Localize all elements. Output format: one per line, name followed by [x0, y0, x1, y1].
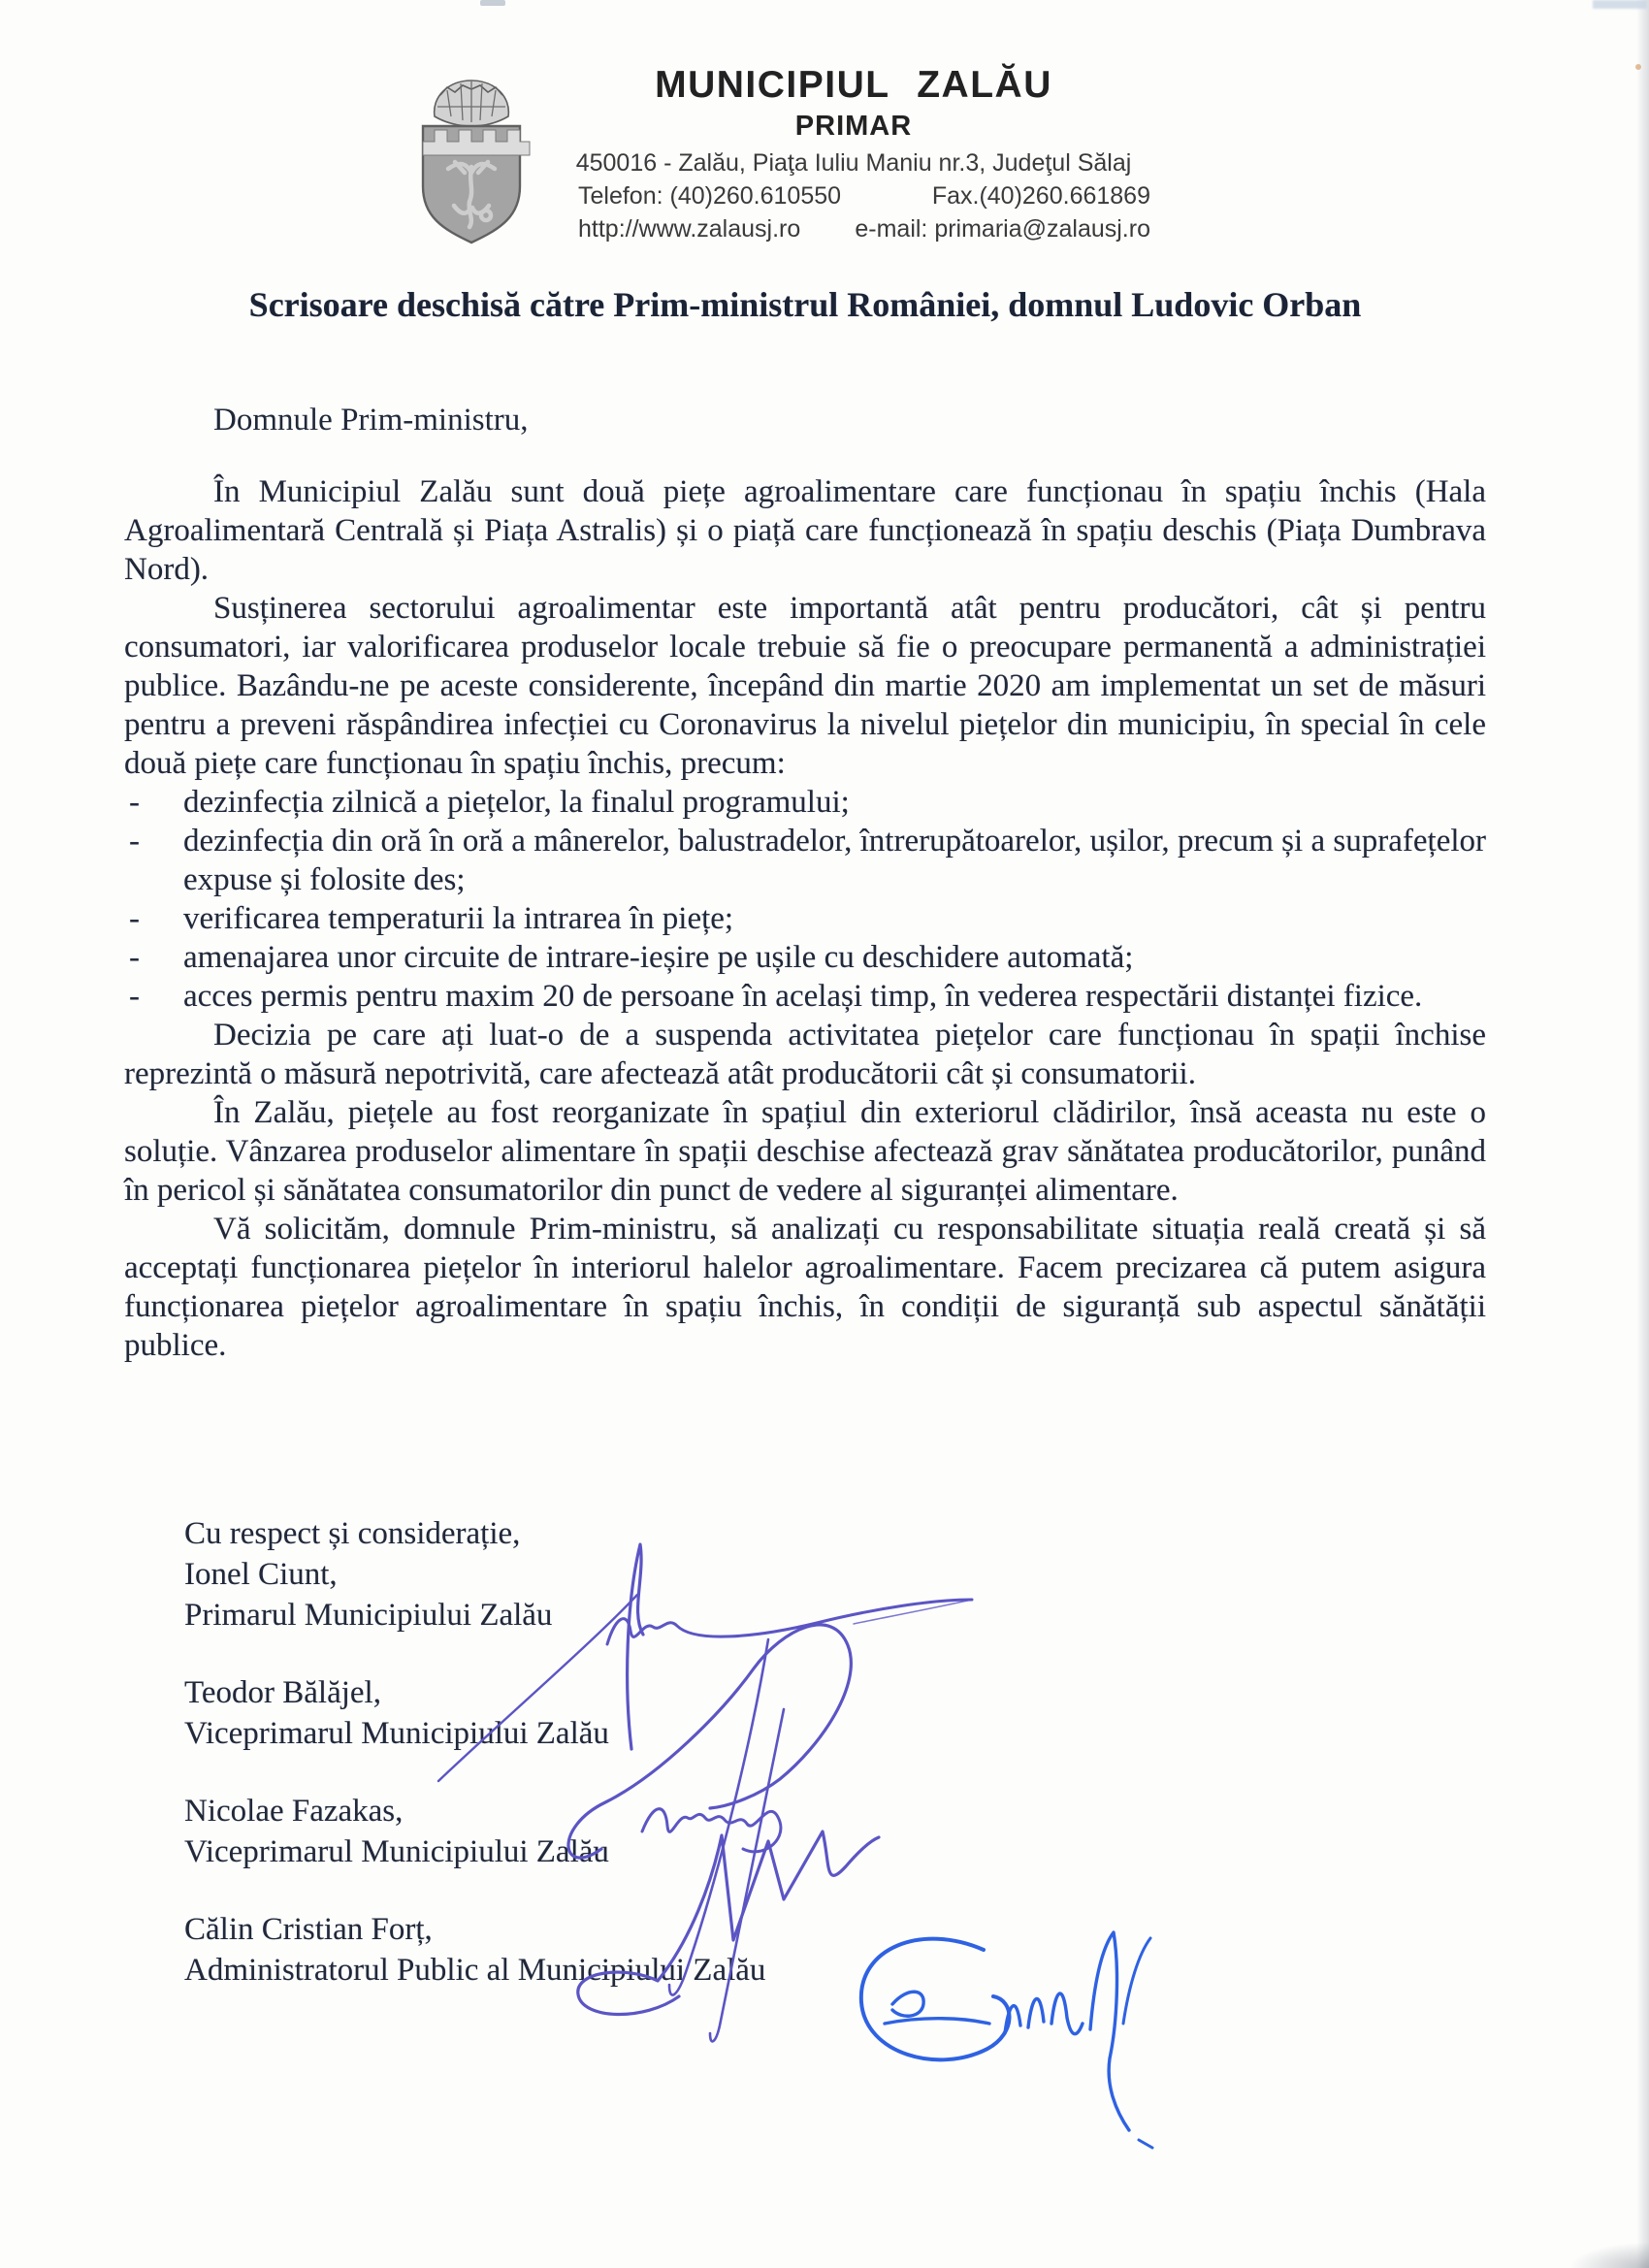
measure-item: - amenajarea unor circuite de intrare-ieșire pe ușile cu deschidere automată; [124, 938, 1486, 977]
municipality-name: MUNICIPIUL ZALĂU [655, 64, 1052, 106]
measure-item: - dezinfecția zilnică a piețelor, la finalul programului; [124, 783, 1486, 822]
phone-fax-line [524, 182, 1183, 211]
signatory-name: Nicolae Fazakas, [184, 1794, 404, 1829]
signatory-name: Ionel Ciunt, [184, 1557, 338, 1592]
paragraph-4: În Zalău, piețele au fost reorganizate în spațiul din exteriorul clădirilor, însă aceasta nu este o soluție. Vânzarea produselor alimentare în spații deschise afectează grav sănătatea producătorilor, punând în pericol și sănătatea consumatorilor din punct de vedere al siguranței alimentare. [124, 1095, 1486, 1208]
signatory-title: Viceprimarul Municipiului Zalău [184, 1716, 609, 1751]
measure-item: - dezinfecția din oră în oră a mânerelor, balustradelor, întrerupătoarelor, ușilor, precum și a suprafețelor expuse și folosite des; [124, 822, 1486, 899]
paragraph-1: În Municipiul Zalău sunt două piețe agroalimentare care funcționau în spațiu închis (Hala Agroalimentară Centrală și Piața Astralis) și o piață care funcționează în spațiu deschis (Piața Dumbrava Nord). [124, 474, 1486, 587]
signatory-mayor [184, 1554, 1154, 1636]
office-title: PRIMAR [794, 111, 913, 142]
paragraph-3: Decizia pe care ați luat-o de a suspenda activitatea piețelor care funcționau în spații închise reprezintă o măsură nepotrivită, care afectează atât producătorii cât și consumatorii. [124, 1018, 1486, 1091]
address-line: 450016 - Zalău, Piaţa Iuliu Maniu nr.3, Judeţul Sălaj [575, 149, 1132, 177]
signatory-title: Administratorul Public al Municipiului Zalău [184, 1953, 766, 1988]
signatory-deputy-mayor-2 [184, 1791, 1154, 1872]
zalau-coat-of-arms-icon [411, 72, 532, 246]
scan-edge-shadow [1636, 0, 1649, 2268]
scan-speck [1635, 64, 1641, 70]
closing-phrase: Cu respect și considerație, [184, 1516, 521, 1551]
letterhead-text [524, 64, 1183, 243]
phone-number: Telefon: (40)260.610550 [578, 182, 842, 210]
scan-top-mark [480, 0, 505, 6]
signatory-name: Călin Cristian Forț, [184, 1912, 433, 1947]
paragraph-2: Susținerea sectorului agroalimentar este importantă atât pentru producători, cât și pentru consumatori, iar valorificarea produselor locale trebuie să fie o preocupare permanentă a administrației publice. Bazându-ne pe aceste considerente, începând din martie 2020 am implementat un set de măsuri pentru a preveni răspândirea infecției cu Coronavirus la nivelul piețelor din municipiu, în special în cele două piețe care funcționau în spațiu închis, precum: [124, 591, 1486, 781]
paragraph-5: Vă solicităm, domnule Prim-ministru, să analizați cu responsabilitate situația reală creată și să acceptați funcționarea piețelor în interiorul halelor agroalimentare. Facem precizarea că putem asigura funcționarea piețelor agroalimentare în spațiu închis, în condiții de siguranță sub aspectul sănătății publice. [124, 1212, 1486, 1363]
salutation: Domnule Prim-ministru, [213, 403, 529, 437]
signatory-public-administrator [184, 1909, 1154, 1991]
scan-top-right-smudge [1593, 0, 1647, 9]
scan-corner-smudge [1571, 2243, 1649, 2268]
email-address: e-mail: primaria@zalausj.ro [855, 215, 1150, 243]
measure-item: - acces permis pentru maxim 20 de persoane în același timp, în vederea respectării distanței fizice. [124, 977, 1486, 1016]
signature-block [184, 1513, 1154, 1991]
letterhead [0, 0, 1649, 262]
measure-item: - verificarea temperaturii la intrarea în piețe; [124, 899, 1486, 938]
signatory-title: Viceprimarul Municipiului Zalău [184, 1834, 609, 1869]
letter-title: Scrisoare deschisă către Prim-ministrul României, domnul Ludovic Orban [248, 285, 1362, 324]
measures-list [124, 783, 1486, 1016]
web-email-line [524, 215, 1183, 243]
letter-body [124, 472, 1486, 1365]
fax-number: Fax.(40)260.661869 [931, 182, 1150, 210]
signatory-title: Primarul Municipiului Zalău [184, 1598, 553, 1633]
signatory-name: Teodor Bălăjel, [184, 1675, 381, 1710]
signatory-deputy-mayor-1 [184, 1672, 1154, 1754]
website-url: http://www.zalausj.ro [578, 215, 801, 243]
